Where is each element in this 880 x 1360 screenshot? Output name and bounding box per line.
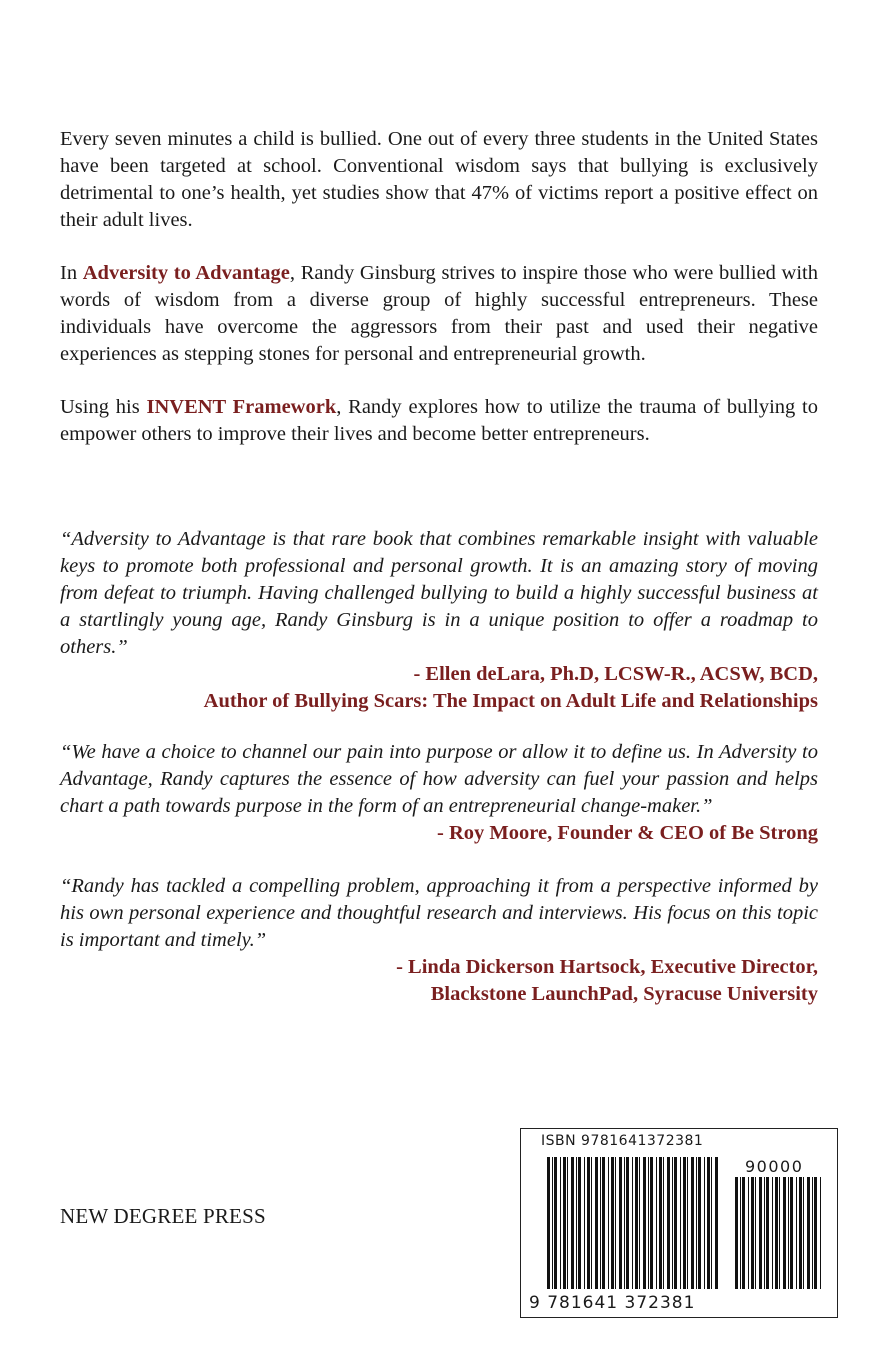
barcode-bar — [674, 1157, 677, 1289]
barcode-bar — [735, 1177, 738, 1289]
barcode-bar — [783, 1177, 786, 1289]
barcode-bar — [779, 1177, 780, 1289]
endorsement-attribution-title: Author of Bullying Scars: The Impact on Adult Life and Relationships — [203, 690, 818, 712]
paragraph-3-body: , Randy explores how to utilize the trauma of bullying to empower others to improve their lives and become better entrepreneurs. — [60, 396, 819, 445]
barcode-bar — [663, 1157, 664, 1289]
description-paragraph-1: Every seven minutes a child is bullied. One out of every three students in the United States have been targeted at school. Conventional wisdom says that bullying is exclusively detrimental to one’s health, yet studies show that 47% of victims report a positive effect on their adult lives. — [60, 128, 818, 231]
barcode-bar — [578, 1157, 581, 1289]
barcode-bar — [608, 1157, 609, 1289]
paragraph-3-lead: Using his — [60, 396, 147, 418]
barcode-bar — [751, 1177, 754, 1289]
barcode-bar — [759, 1177, 762, 1289]
barcode-bar — [635, 1157, 638, 1289]
book-title: Adversity to Advantage — [82, 262, 290, 284]
barcode-bar — [595, 1157, 598, 1289]
price-code: 90000 — [745, 1157, 804, 1176]
barcode-bar — [648, 1157, 649, 1289]
barcode-bar — [772, 1177, 773, 1289]
barcode-bar — [659, 1157, 662, 1289]
description-section-2 — [60, 260, 818, 368]
barcode-bar — [680, 1157, 681, 1289]
barcode-digits: 9 781641 372381 — [529, 1293, 696, 1313]
barcode-bar — [667, 1157, 670, 1289]
endorsement-2 — [60, 739, 818, 847]
barcode-bar — [796, 1177, 797, 1289]
barcode-bar — [790, 1177, 793, 1289]
description-paragraph-3 — [60, 394, 818, 448]
barcode-bar — [740, 1177, 741, 1289]
endorsement-attribution: - Roy Moore, Founder & CEO of Be Strong — [437, 822, 818, 844]
endorsement-quote: “We have a choice to channel our pain into purpose or allow it to define us. In Adversity to Advantage, Randy captures the essence of how adversity can fuel your passion and helps chart a path towards purpose in the form of an entrepreneurial change-maker.” — [60, 741, 818, 817]
barcode-bar — [764, 1177, 765, 1289]
barcode-bar — [788, 1177, 789, 1289]
barcode-bar — [619, 1157, 622, 1289]
barcode-bar — [803, 1177, 804, 1289]
description-section-3 — [60, 394, 818, 448]
barcode-bar — [683, 1157, 686, 1289]
barcode-bar — [650, 1157, 653, 1289]
barcode-bar — [656, 1157, 657, 1289]
barcode-bar — [766, 1177, 769, 1289]
isbn-barcode — [520, 1128, 838, 1318]
barcode-bar — [602, 1157, 605, 1289]
barcode-bar — [584, 1157, 585, 1289]
barcode-bar — [576, 1157, 577, 1289]
barcode-bar — [632, 1157, 633, 1289]
barcode-bar — [563, 1157, 566, 1289]
barcode-bar — [611, 1157, 614, 1289]
barcode-bar — [624, 1157, 625, 1289]
description-section — [60, 126, 818, 234]
endorsement-attribution: - Linda Dickerson Hartsock, Executive Director, — [396, 956, 818, 978]
endorsement-quote: “Adversity to Advantage is that rare book that combines remarkable insight with valuable keys to promote both professional and personal growth. It is an amazing story of moving from defeat to triumph. Having challenged bullying to build a highly successful business at a startlingly young age, Randy Ginsburg is in a unique position to offer a roadmap to others.” — [60, 528, 818, 658]
barcode-bar — [567, 1157, 568, 1289]
publisher-name: NEW DEGREE PRESS — [60, 1204, 266, 1228]
endorsement-attribution: - Ellen deLara, Ph.D, LCSW-R., ACSW, BCD, — [413, 663, 818, 685]
barcode-bar — [571, 1157, 574, 1289]
barcode-bar — [707, 1157, 710, 1289]
endorsement-quote: “Randy has tackled a compelling problem, approaching it from a perspective informed by his own personal experience and thoughtful research and interviews. His focus on this topic is important and timely.” — [60, 875, 818, 951]
barcode-bar — [742, 1177, 745, 1289]
isbn-label: ISBN 9781641372381 — [541, 1133, 704, 1149]
barcode-bar — [711, 1157, 712, 1289]
framework-name: INVENT Framework — [146, 396, 337, 418]
endorsement-1 — [60, 526, 818, 715]
barcode-bar — [812, 1177, 813, 1289]
barcode-bar — [775, 1177, 778, 1289]
barcode-bar — [552, 1157, 553, 1289]
barcode-bar — [704, 1157, 705, 1289]
barcode-bar — [615, 1157, 616, 1289]
barcode-bar — [748, 1177, 749, 1289]
barcode-bar — [626, 1157, 629, 1289]
barcode-bar — [639, 1157, 640, 1289]
barcode-bar — [691, 1157, 694, 1289]
barcode-bar — [591, 1157, 592, 1289]
barcode-bar — [696, 1157, 697, 1289]
barcode-bar — [587, 1157, 590, 1289]
barcode-bar — [820, 1177, 821, 1289]
barcode-bar — [698, 1157, 701, 1289]
barcode-bar — [643, 1157, 646, 1289]
paragraph-2-lead: In — [60, 262, 83, 284]
barcode-bar — [715, 1157, 718, 1289]
barcode-bar — [687, 1157, 688, 1289]
barcode-bar — [755, 1177, 756, 1289]
paragraph-2-body: , Randy Ginsburg strives to inspire those who were bullied with words of wisdom from a diverse group of highly successful entrepreneurs. These individuals have overcome the aggressors from their past and used their negative experiences as stepping stones for personal and entrepreneurial growth. — [60, 262, 819, 365]
barcode-bar — [560, 1157, 561, 1289]
barcode-bar — [600, 1157, 601, 1289]
description-paragraph-2 — [60, 260, 818, 368]
barcode-bar — [807, 1177, 810, 1289]
barcode-bar — [547, 1157, 550, 1289]
endorsement-attribution-title: Blackstone LaunchPad, Syracuse University — [430, 983, 818, 1005]
endorsement-3 — [60, 873, 818, 1008]
barcode-bar — [672, 1157, 673, 1289]
barcode-bar — [814, 1177, 817, 1289]
barcode-bar — [554, 1157, 557, 1289]
barcode-bar — [799, 1177, 802, 1289]
